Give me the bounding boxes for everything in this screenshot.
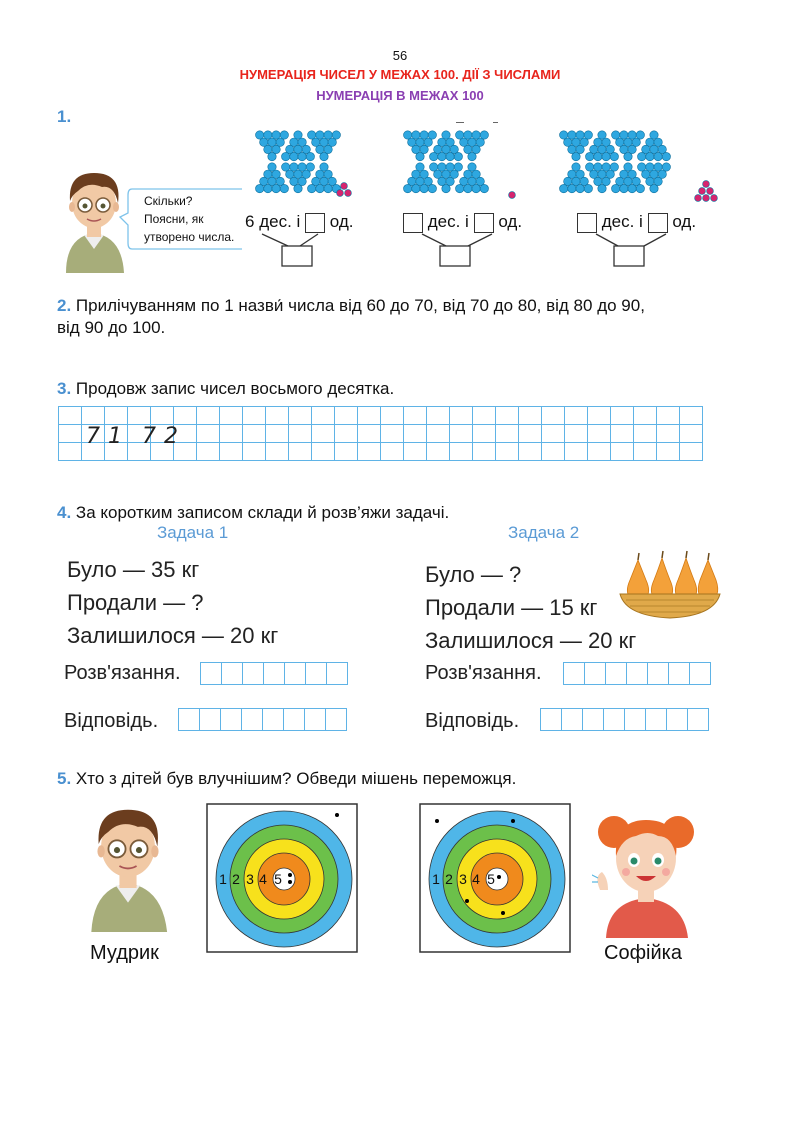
grid-cell[interactable]: [306, 663, 327, 685]
bead: [256, 184, 264, 192]
ring-label: 1: [219, 871, 227, 887]
bead: [280, 131, 288, 139]
task2-number: 2.: [57, 296, 72, 315]
grid-cell[interactable]: [326, 709, 347, 731]
bead: [612, 131, 620, 139]
bead: [703, 181, 710, 188]
bead: [662, 163, 670, 171]
ring-label: 5: [487, 871, 495, 887]
bead: [280, 184, 288, 192]
page-number: 56: [392, 48, 408, 63]
target-icon[interactable]: [206, 803, 358, 953]
bead: [602, 163, 610, 171]
grid-cell[interactable]: [496, 443, 519, 461]
bubble-line: Скільки?: [144, 194, 193, 208]
grid-cell[interactable]: [565, 425, 588, 443]
bead: [576, 131, 584, 139]
bead: [316, 184, 324, 192]
grid-cell[interactable]: [222, 663, 243, 685]
bead: [430, 163, 438, 171]
grid-cell[interactable]: [427, 407, 450, 425]
bead: [472, 184, 480, 192]
bead: [412, 131, 420, 139]
bead: [646, 163, 654, 171]
grid-cell[interactable]: [404, 425, 427, 443]
ring-label: 1: [432, 871, 440, 887]
task4-text: За коротким записом склади й розв’яжи задачі.: [75, 503, 450, 522]
task5-number: 5.: [57, 769, 72, 788]
ring-label: 2: [232, 871, 240, 887]
grid-cell[interactable]: [542, 407, 565, 425]
bead: [568, 131, 576, 139]
bead: [464, 184, 472, 192]
grid-cell[interactable]: [625, 709, 646, 731]
task4-number: 4.: [57, 503, 72, 522]
problem2-record: [425, 558, 636, 657]
girl-name: Софійка: [604, 942, 682, 964]
grid-cell[interactable]: [381, 425, 404, 443]
boy-name: Мудрик: [90, 942, 159, 964]
grid-cell[interactable]: [335, 407, 358, 425]
bead: [345, 190, 352, 197]
grid-cell[interactable]: [588, 425, 611, 443]
grid-cell[interactable]: [105, 407, 128, 425]
grid-cell[interactable]: [312, 407, 335, 425]
bead: [298, 163, 306, 171]
speech-bubble: [144, 192, 234, 246]
ring-label: 4: [472, 871, 480, 887]
grid-cell[interactable]: [562, 709, 583, 731]
bead: [560, 184, 568, 192]
grid-cell[interactable]: [667, 709, 688, 731]
grid-cell[interactable]: [179, 709, 200, 731]
bead: [438, 152, 446, 160]
grid-cell[interactable]: [263, 709, 284, 731]
bead: [264, 184, 272, 192]
bead: [594, 163, 602, 171]
grid-cell[interactable]: [519, 443, 542, 461]
boy-icon: [78, 800, 178, 932]
group1-dec-label: дес. і: [259, 212, 301, 231]
grid-cell[interactable]: [197, 407, 220, 425]
grid-cell[interactable]: [381, 407, 404, 425]
grid-cell[interactable]: [242, 709, 263, 731]
grid-cell[interactable]: [519, 425, 542, 443]
bead: [341, 183, 348, 190]
grid-cell[interactable]: [59, 443, 82, 461]
grid-cell[interactable]: [583, 709, 604, 731]
grid-cell[interactable]: [688, 709, 709, 731]
bead: [638, 163, 646, 171]
grid-cell[interactable]: [404, 407, 427, 425]
problem1-solution-label: Розв'язання.: [64, 662, 181, 684]
bead: [420, 184, 428, 192]
grid-cell[interactable]: [634, 425, 657, 443]
problem2-line: Було — ?: [425, 562, 522, 587]
grid-cell[interactable]: [634, 443, 657, 461]
task2-line2: від 90 до 100.: [57, 318, 166, 337]
bead: [264, 131, 272, 139]
grid-cell[interactable]: [243, 443, 266, 461]
bead: [446, 152, 454, 160]
problem2-title: Задача 2: [508, 523, 580, 542]
bead: [337, 190, 344, 197]
bead: [446, 163, 454, 171]
task1-number: 1.: [57, 107, 72, 126]
grid-cell[interactable]: [427, 443, 450, 461]
grid-cell[interactable]: [611, 425, 634, 443]
ring-label: 4: [259, 871, 267, 887]
bead-clusters: [250, 125, 730, 205]
grid-cell[interactable]: [327, 663, 348, 685]
bead: [584, 131, 592, 139]
bead: [638, 152, 646, 160]
grid-cell[interactable]: [404, 443, 427, 461]
girl-icon: [592, 806, 702, 938]
grid-cell[interactable]: [358, 407, 381, 425]
bead: [438, 163, 446, 171]
bead: [636, 131, 644, 139]
bead: [628, 184, 636, 192]
group1-answer-box[interactable]: [282, 246, 312, 266]
group3-answer-box[interactable]: [614, 246, 644, 266]
grid-cell[interactable]: [266, 425, 289, 443]
bead: [428, 184, 436, 192]
bead: [324, 131, 332, 139]
grid-cell[interactable]: [285, 663, 306, 685]
grid-cell[interactable]: [680, 443, 703, 461]
grid-cell[interactable]: [604, 709, 625, 731]
grid-cell[interactable]: [381, 443, 404, 461]
bead: [480, 184, 488, 192]
ring-label: 3: [246, 871, 254, 887]
task5: [57, 768, 516, 790]
grid-cell[interactable]: [450, 425, 473, 443]
grid-cell[interactable]: [473, 443, 496, 461]
bead: [654, 163, 662, 171]
grid-cell[interactable]: [427, 425, 450, 443]
divider: [493, 122, 498, 123]
bead: [308, 131, 316, 139]
bead: [620, 184, 628, 192]
bead: [586, 163, 594, 171]
bead: [420, 131, 428, 139]
bead: [628, 131, 636, 139]
group1-tens: 6: [245, 212, 255, 231]
bead: [454, 152, 462, 160]
grid-cell[interactable]: [496, 407, 519, 425]
group1-units-label: од.: [329, 212, 354, 231]
grid-cell[interactable]: [542, 443, 565, 461]
page-subtitle: НУМЕРАЦІЯ В МЕЖАХ 100: [316, 88, 484, 103]
problem2-line: Продали — 15 кг: [425, 595, 598, 620]
grid-cell[interactable]: [657, 407, 680, 425]
grid-cell[interactable]: [358, 443, 381, 461]
group2-answer-box[interactable]: [440, 246, 470, 266]
bead: [456, 184, 464, 192]
bead: [456, 131, 464, 139]
grid-cell[interactable]: [606, 663, 627, 685]
grid-cell[interactable]: [611, 407, 634, 425]
bead: [454, 163, 462, 171]
bead: [509, 192, 516, 199]
ring-label: 3: [459, 871, 467, 887]
grid-cell[interactable]: [266, 407, 289, 425]
grid-cell[interactable]: [220, 407, 243, 425]
bead: [464, 131, 472, 139]
grid-cell[interactable]: [565, 407, 588, 425]
task5-text: Хто з дітей був влучнішим? Обведи мішень переможця.: [75, 769, 517, 788]
grid-cell[interactable]: [220, 443, 243, 461]
task3-text: Продовж запис чисел восьмого десятка.: [75, 379, 395, 398]
bead: [290, 163, 298, 171]
group2-units-label: од.: [498, 212, 523, 231]
grid-cell[interactable]: [450, 443, 473, 461]
grid-cell[interactable]: [541, 709, 562, 731]
task3: [57, 378, 394, 400]
grid-cell[interactable]: [680, 425, 703, 443]
problem1-title: Задача 1: [157, 523, 229, 542]
grid-cell[interactable]: [284, 709, 305, 731]
grid-cell[interactable]: [243, 663, 264, 685]
bead: [711, 195, 718, 202]
task3-number: 3.: [57, 379, 72, 398]
problem1-line: Продали — ?: [67, 590, 204, 615]
grid-cell[interactable]: [200, 709, 221, 731]
grid-cell[interactable]: [312, 425, 335, 443]
grid-cell[interactable]: [312, 443, 335, 461]
grid-cell[interactable]: [634, 407, 657, 425]
grid-cell[interactable]: [473, 425, 496, 443]
grid-cell[interactable]: [450, 407, 473, 425]
problem1-answer-label: Відповідь.: [64, 710, 159, 732]
bead: [594, 152, 602, 160]
grid-cell[interactable]: [564, 663, 585, 685]
grid-cell[interactable]: [197, 425, 220, 443]
bead: [654, 152, 662, 160]
grid-cell[interactable]: [496, 425, 519, 443]
bead: [602, 152, 610, 160]
grid-cell[interactable]: [201, 663, 222, 685]
grid-cell[interactable]: [82, 407, 105, 425]
group3-dec-label: дес. і: [601, 212, 643, 231]
bead: [272, 131, 280, 139]
problem1-solution-cells[interactable]: [200, 662, 348, 685]
group3-units-label: од.: [672, 212, 697, 231]
grid-cell[interactable]: [358, 425, 381, 443]
bead: [480, 131, 488, 139]
bead: [306, 152, 314, 160]
bead: [568, 184, 576, 192]
grid-cell[interactable]: [289, 425, 312, 443]
problem2-answer-cells[interactable]: [540, 708, 709, 731]
grid-cell[interactable]: [335, 425, 358, 443]
page-title: НУМЕРАЦІЯ ЧИСЕЛ У МЕЖАХ 100. ДІЇ З ЧИСЛАМИ: [239, 67, 561, 82]
grid-cell[interactable]: [680, 407, 703, 425]
grid-cell[interactable]: [151, 407, 174, 425]
problem2-line: Залишилося — 20 кг: [425, 628, 637, 653]
grid-cell[interactable]: [542, 425, 565, 443]
grid-cell[interactable]: [305, 709, 326, 731]
bead: [430, 152, 438, 160]
bead: [404, 131, 412, 139]
problem1-answer-cells[interactable]: [178, 708, 347, 731]
bead: [306, 163, 314, 171]
bead: [282, 163, 290, 171]
grid-cell[interactable]: [585, 663, 606, 685]
grid-cell[interactable]: [588, 443, 611, 461]
bead: [576, 184, 584, 192]
task3-written-72: 72: [142, 424, 186, 449]
grid-cell[interactable]: [669, 663, 690, 685]
grid-cell[interactable]: [220, 425, 243, 443]
problem1-line: Було — 35 кг: [67, 557, 200, 582]
grid-cell[interactable]: [59, 407, 82, 425]
group2-dec-label: дес. і: [427, 212, 469, 231]
grid-cell[interactable]: [221, 709, 242, 731]
grid-cell[interactable]: [335, 443, 358, 461]
bead: [404, 184, 412, 192]
ring-label: 5: [274, 871, 282, 887]
bead: [324, 184, 332, 192]
bead: [610, 152, 618, 160]
bead: [412, 184, 420, 192]
problem2-solution-cells[interactable]: [563, 662, 711, 685]
grid-cell[interactable]: [648, 663, 669, 685]
task2: [57, 295, 757, 339]
bead: [584, 184, 592, 192]
bubble-line: Поясни, як: [144, 212, 204, 226]
problem1-record: [67, 553, 278, 652]
bead: [272, 184, 280, 192]
grid-cell[interactable]: [627, 663, 648, 685]
grid-cell[interactable]: [264, 663, 285, 685]
grid-cell[interactable]: [128, 407, 151, 425]
task2-line1: Прилічуванням по 1 назви́ числа від 60 до 70, від 70 до 80, від 80 до 90,: [75, 296, 645, 315]
problem1-line: Залишилося — 20 кг: [67, 623, 279, 648]
task3-written-71: 71: [86, 424, 130, 449]
bead: [332, 131, 340, 139]
answer-connectors: [240, 230, 740, 270]
bead: [256, 131, 264, 139]
grid-cell[interactable]: [59, 425, 82, 443]
grid-cell[interactable]: [174, 407, 197, 425]
grid-cell[interactable]: [289, 443, 312, 461]
bead: [290, 152, 298, 160]
bead: [636, 184, 644, 192]
ring-label: 2: [445, 871, 453, 887]
grid-cell[interactable]: [690, 663, 711, 685]
bead: [560, 131, 568, 139]
grid-cell[interactable]: [657, 443, 680, 461]
bead: [620, 131, 628, 139]
problem2-answer-label: Відповідь.: [425, 710, 520, 732]
bead: [646, 152, 654, 160]
divider: [456, 122, 464, 123]
bead: [472, 131, 480, 139]
grid-cell[interactable]: [473, 407, 496, 425]
bead: [695, 195, 702, 202]
problem2-solution-label: Розв'язання.: [425, 662, 542, 684]
grid-cell[interactable]: [266, 443, 289, 461]
grid-cell[interactable]: [565, 443, 588, 461]
grid-cell[interactable]: [611, 443, 634, 461]
grid-cell[interactable]: [657, 425, 680, 443]
bead: [428, 131, 436, 139]
bead: [610, 163, 618, 171]
bead: [662, 152, 670, 160]
grid-cell[interactable]: [197, 443, 220, 461]
bead: [308, 184, 316, 192]
pear-basket-icon: [618, 550, 722, 620]
task4: [57, 502, 449, 524]
grid-cell[interactable]: [519, 407, 542, 425]
grid-cell[interactable]: [588, 407, 611, 425]
bead: [282, 152, 290, 160]
bead: [612, 184, 620, 192]
bead: [707, 188, 714, 195]
grid-cell[interactable]: [243, 425, 266, 443]
bead: [699, 188, 706, 195]
grid-cell[interactable]: [243, 407, 266, 425]
grid-cell[interactable]: [289, 407, 312, 425]
bead: [703, 195, 710, 202]
bead: [586, 152, 594, 160]
bead: [316, 131, 324, 139]
bead: [298, 152, 306, 160]
bubble-line: утворено числа.: [144, 230, 235, 244]
grid-cell[interactable]: [646, 709, 667, 731]
target-icon[interactable]: [419, 803, 571, 953]
